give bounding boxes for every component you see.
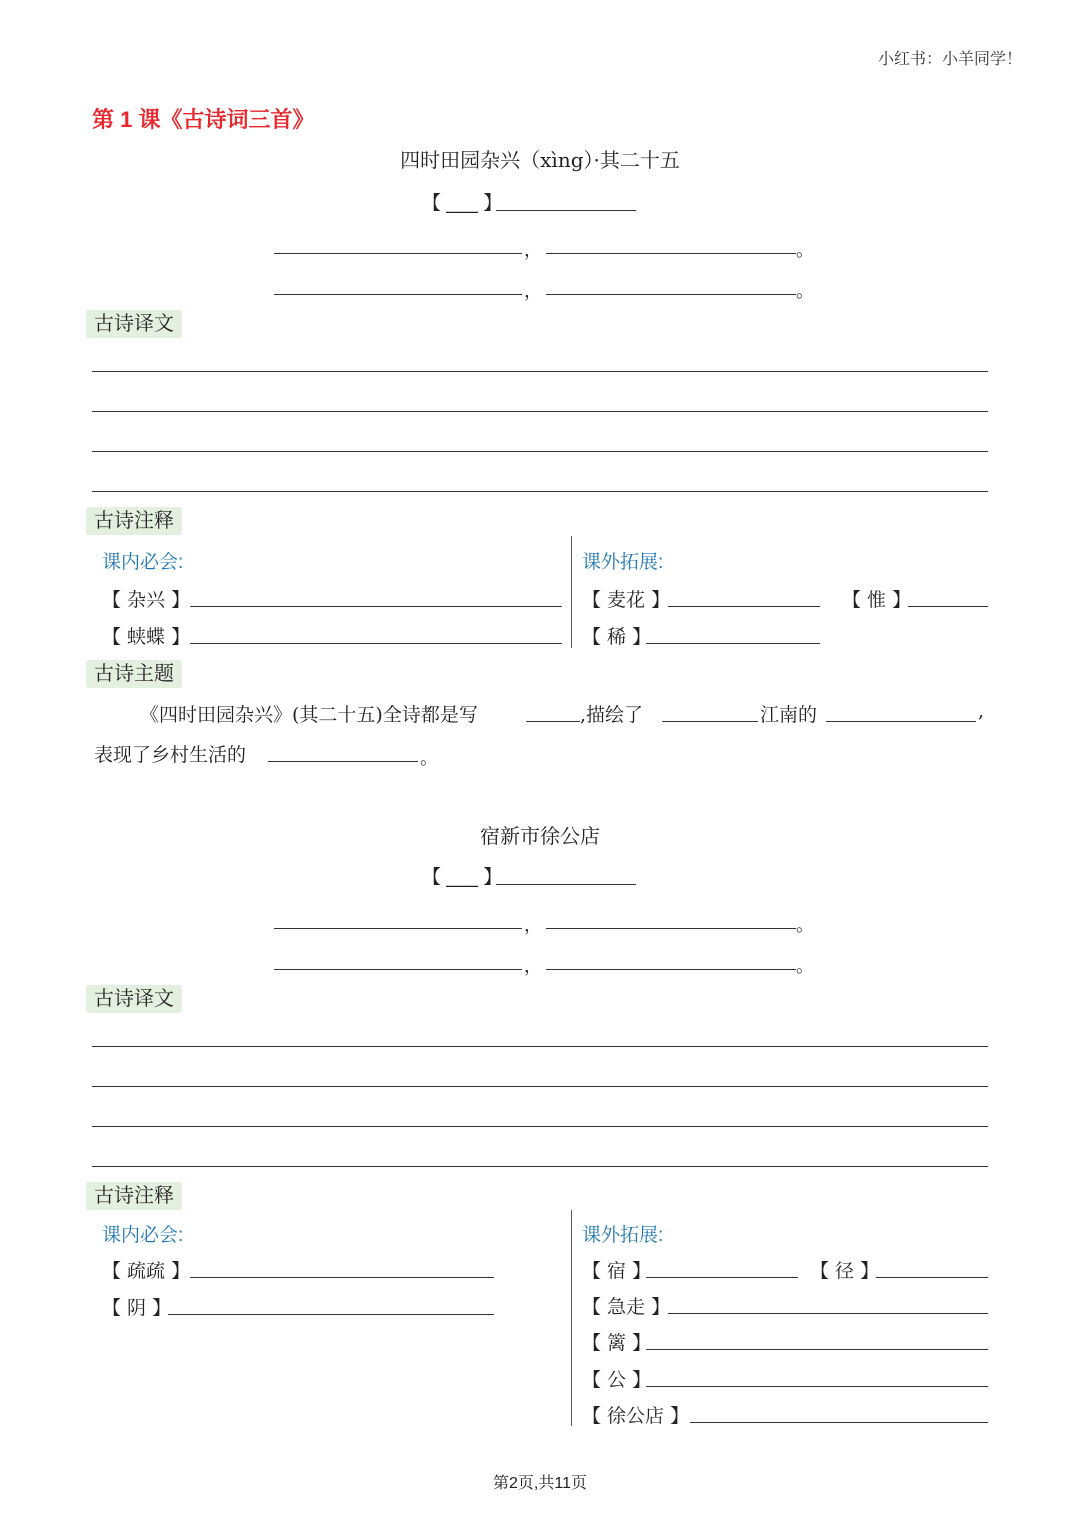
poem1-comma-2: ， <box>524 281 542 301</box>
poem1-inclass-term-1: 【 杂兴 】 <box>102 589 191 611</box>
poem1-period-2: 。 <box>796 281 814 301</box>
poem2-line2a-blank[interactable] <box>274 969 522 970</box>
poem2-extra-term-3: 【 急走 】 <box>582 1296 671 1318</box>
poem1-theme-blank-1[interactable] <box>526 721 580 722</box>
poem2-extra-label: 课外拓展: <box>582 1225 664 1246</box>
poem2-comma-1: ， <box>524 915 542 935</box>
poem1-theme-text-1: 《四时田园杂兴》(其二十五)全诗都是写 <box>140 704 478 726</box>
poem2-extra-term-4: 【 篱 】 <box>582 1332 652 1354</box>
poem1-translation-line-4[interactable] <box>92 491 988 492</box>
poem2-title: 宿新市徐公店 <box>480 824 600 848</box>
poem2-notes-divider <box>571 1210 572 1426</box>
poem1-translation-tag: 古诗译文 <box>86 310 182 338</box>
poem1-theme-blank-4[interactable] <box>268 761 418 762</box>
poem1-inclass-blank-2[interactable] <box>190 643 562 644</box>
poem1-extra-term-2: 【 惟 】 <box>842 589 912 611</box>
lesson-title: 第 1 课《古诗词三首》 <box>92 107 315 132</box>
poem2-translation-line-2[interactable] <box>92 1086 988 1087</box>
poem1-comma-1: ， <box>524 240 542 260</box>
poem1-theme-text-4: , <box>978 700 985 722</box>
poem1-theme-text-3: 江南的 <box>760 704 818 726</box>
poem1-notes-divider <box>571 536 572 648</box>
poem1-inclass-blank-1[interactable] <box>190 606 562 607</box>
poem2-period-2: 。 <box>796 956 814 976</box>
poem1-title: 四时田园杂兴（xìng）·其二十五 <box>400 148 680 172</box>
poem2-translation-tag: 古诗译文 <box>86 985 182 1013</box>
poem1-translation-line-2[interactable] <box>92 411 988 412</box>
poem2-translation-line-3[interactable] <box>92 1126 988 1127</box>
poem1-inclass-term-2: 【 蛱蝶 】 <box>102 626 191 648</box>
poem2-extra-blank-2[interactable] <box>876 1277 988 1278</box>
poem2-line1b-blank[interactable] <box>546 928 796 929</box>
poem2-inclass-label: 课内必会: <box>102 1225 184 1246</box>
poem1-line1a-blank[interactable] <box>274 253 522 254</box>
poem1-notes-tag: 古诗注释 <box>86 507 182 535</box>
poem1-extra-term-3: 【 稀 】 <box>582 626 652 648</box>
poem2-inclass-blank-2[interactable] <box>168 1314 494 1315</box>
page-number: 第2页,共11页 <box>493 1475 587 1492</box>
poem2-extra-blank-3[interactable] <box>668 1313 988 1314</box>
poem2-extra-term-1: 【 宿 】 <box>582 1260 652 1282</box>
poem1-extra-label: 课外拓展: <box>582 552 664 573</box>
poem1-inclass-label: 课内必会: <box>102 552 184 573</box>
poem1-extra-blank-1[interactable] <box>668 606 820 607</box>
poem1-theme-text-2: ,描绘了 <box>580 704 644 726</box>
poem1-author-blank[interactable] <box>496 210 636 211</box>
poem1-line2a-blank[interactable] <box>274 294 522 295</box>
poem1-extra-blank-3[interactable] <box>646 643 820 644</box>
poem2-author-blank[interactable] <box>496 884 636 885</box>
poem2-extra-blank-4[interactable] <box>646 1349 988 1350</box>
poem1-line1b-blank[interactable] <box>546 253 796 254</box>
poem2-extra-term-6: 【 徐公店 】 <box>582 1405 690 1427</box>
poem1-theme-text-6: 。 <box>420 748 438 769</box>
poem2-extra-blank-5[interactable] <box>646 1386 988 1387</box>
poem2-notes-tag: 古诗注释 <box>86 1182 182 1210</box>
poem1-translation-line-3[interactable] <box>92 451 988 452</box>
poem1-extra-term-1: 【 麦花 】 <box>582 589 671 611</box>
poem1-theme-blank-2[interactable] <box>662 721 758 722</box>
poem2-extra-blank-6[interactable] <box>690 1422 988 1423</box>
poem1-period-1: 。 <box>796 240 814 260</box>
poem1-theme-tag: 古诗主题 <box>86 660 182 688</box>
watermark-text: 小红书：小羊同学！ <box>877 51 1022 68</box>
poem1-theme-blank-3[interactable] <box>826 721 976 722</box>
poem2-extra-term-5: 【 公 】 <box>582 1369 652 1391</box>
poem2-inclass-term-1: 【 疏疏 】 <box>102 1260 191 1282</box>
poem2-line2b-blank[interactable] <box>546 969 796 970</box>
poem2-extra-blank-1[interactable] <box>646 1277 798 1278</box>
poem1-translation-line-1[interactable] <box>92 371 988 372</box>
poem2-inclass-term-2: 【 阴 】 <box>102 1297 172 1319</box>
poem2-comma-2: ， <box>524 956 542 976</box>
poem2-dynasty-bracket: 【 ___ 】 <box>422 867 503 888</box>
poem1-dynasty-bracket: 【 ___ 】 <box>422 193 503 214</box>
poem2-line1a-blank[interactable] <box>274 928 522 929</box>
poem1-line2b-blank[interactable] <box>546 294 796 295</box>
poem2-extra-term-2: 【 径 】 <box>810 1260 880 1282</box>
poem2-period-1: 。 <box>796 915 814 935</box>
poem1-extra-blank-2[interactable] <box>908 606 988 607</box>
poem1-theme-text-5: 表现了乡村生活的 <box>94 744 247 766</box>
poem2-translation-line-1[interactable] <box>92 1046 988 1047</box>
poem2-inclass-blank-1[interactable] <box>190 1277 494 1278</box>
poem2-translation-line-4[interactable] <box>92 1166 988 1167</box>
